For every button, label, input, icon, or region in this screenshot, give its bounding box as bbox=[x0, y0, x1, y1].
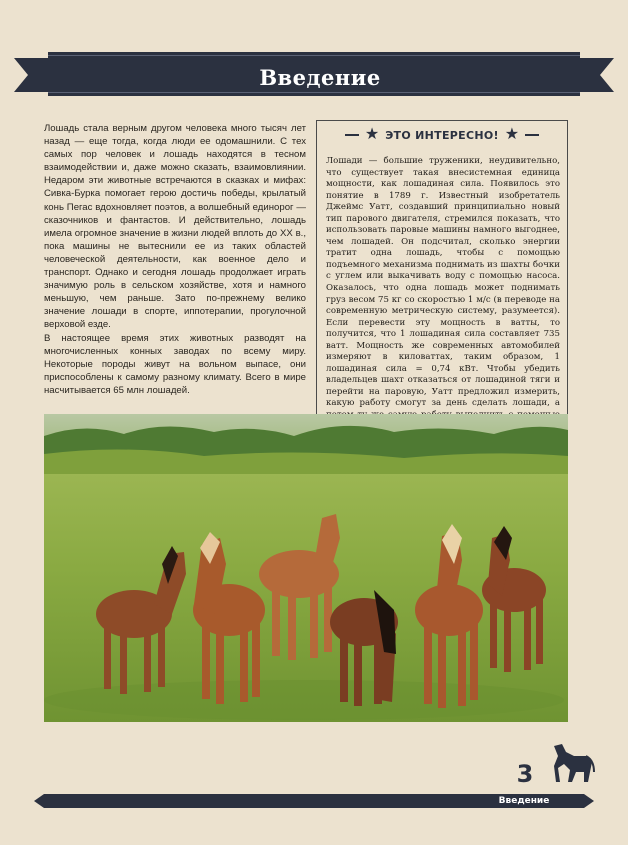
intro-text bbox=[44, 122, 306, 397]
divider bbox=[525, 134, 539, 136]
star-icon: ★ bbox=[364, 126, 380, 143]
fact-box-title: ЭТО ИНТЕРЕСНО! bbox=[385, 128, 499, 142]
fact-box-header bbox=[316, 124, 568, 146]
intro-paragraph-2: В настоящее время этих животных разводят на многочисленных конных заводах по всему миру. Некоторые породы живут на вольном выпасе, они приспособлены к самому разному климату. Всего в мире насчитывается 65 млн лошадей. bbox=[44, 332, 306, 396]
star-icon: ★ bbox=[504, 126, 520, 143]
page-title: Введение bbox=[259, 65, 381, 90]
fact-box-text: Лошади — большие труженики, неудивительно, что существует такая внесистемная единица мощности, как лошадиная сила. Появилось это понятие в 1789 г. Известный изобретатель Джеймс Уатт, создавший принципиально новый тип парового двигателя, стремился показать, что использовать паровые машины намного выгоднее, чем лошадей. Он подсчитал, сколько энергии тратит одна лошадь, чтобы с помощью подъемного механизма поднимать из шахты бочки с углем или выкачивать воду с помощью насоса. Оказалось, что одна лошадь может поднимать груз весом 75 кг со скоростью 1 м/с (в переводе на современную метрическую систему, разумеется). Если перевести эту мощность в ватты, то получится, что 1 лошадиная сила составляет 735 ватт. Мощность же современных автомобилей измеряют в киловаттах, таким образом, 1 лошадиная сила = 0,74 кВт. Чтобы убедить владельцев шахт отказаться от лошадиной тяги и перейти на паровую, Уатт предложил измерить, какую работу смогут за день сделать лошади, а bbox=[326, 156, 560, 409]
page-number: 3 bbox=[516, 760, 534, 788]
footer-section-label: Введение bbox=[498, 796, 550, 806]
divider bbox=[345, 134, 359, 136]
rearing-horse-icon bbox=[540, 742, 596, 794]
intro-paragraph-1: Лошадь стала верным другом человека много тысяч лет назад — еще тогда, когда люди ее одомашнили. С тех самых пор человек и лошадь находятся в тесном взаимодействии и, даже можно сказать, взаимовлиянии. Недаром эти животные встречаются в сказках и мифах: Сивка-Бурка помогает герою достичь победы, крылатый конь Пегас вдохновляет поэтов, а волшебный единорог — сказочников и фантастов. И действительно, лошадь имела огромное значение в жизни людей вплоть до XX в., пока машины не вытеснили ее из таких областей человеческой деятельности, как военное дело и транспорт. Однако и сегодня лошадь продолжает играть значимую роль в сельском хозяйстве, хотя и намного меньшую, чем раньше. Зато по-прежнему велико значение лошади в спорте, иппотерапии, прогулочной верховой езде. bbox=[44, 123, 306, 331]
horses-photo bbox=[44, 414, 568, 722]
